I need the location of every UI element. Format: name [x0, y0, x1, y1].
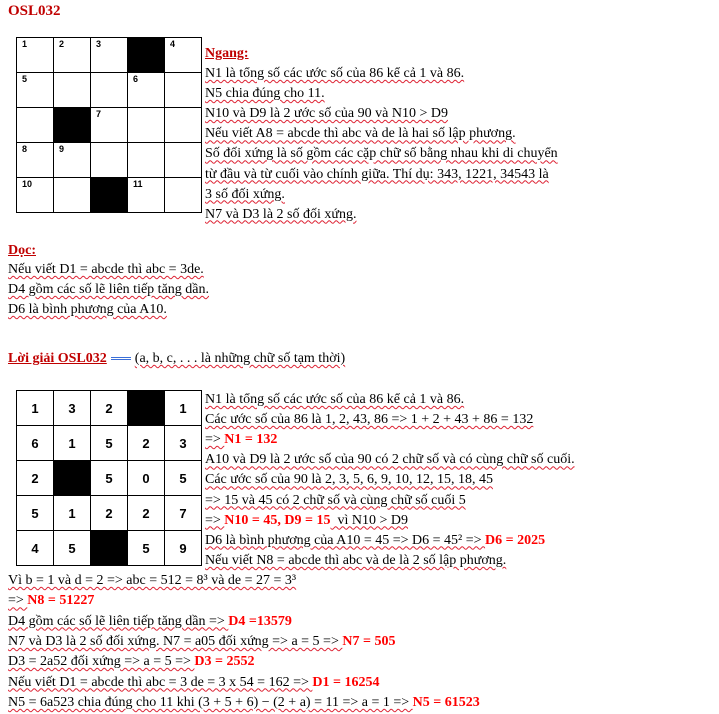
grid-cell: 2: [17, 461, 54, 496]
grid-cell-black: [54, 461, 91, 496]
clue-line: Số đối xứng là số gồm các cặp chữ số bằng nhau khi di chuyển: [205, 146, 558, 162]
grid-cell: [91, 108, 128, 143]
solution-note: (a, b, c, . . . là những chữ số tạm thời): [134, 351, 346, 366]
line-text: =>: [205, 432, 225, 448]
grid-cell: 5: [17, 496, 54, 531]
grid-cell: [128, 143, 165, 178]
grid-cell: 6: [17, 426, 54, 461]
grid-row: [17, 496, 202, 531]
grid-cell: [128, 178, 165, 213]
grid-cell: 5: [128, 531, 165, 566]
grid-cell: [165, 38, 202, 73]
line-text: Các ước số của 86 là 1, 2, 43, 86 => 1 + 2 + 43 + 86 = 132: [205, 412, 534, 428]
grid-cell: [165, 178, 202, 213]
grid-cell: [17, 143, 54, 178]
cell-number: [128, 38, 164, 39]
cell-number: 2: [59, 39, 65, 49]
cell-number: [91, 73, 127, 74]
cell-number: 9: [59, 144, 65, 154]
grid-cell: [165, 143, 202, 178]
grid-cell-black: [91, 531, 128, 566]
grid-cell: [54, 178, 91, 213]
solution-line: [205, 513, 408, 529]
cell-number: [54, 73, 90, 74]
answer-value: D3 = 2552: [194, 654, 255, 670]
cell-number: 7: [96, 109, 102, 119]
grid-cell: [91, 38, 128, 73]
cell-number: 10: [22, 179, 33, 189]
puzzle-grid: [16, 37, 202, 213]
grid-cell-black: [128, 391, 165, 426]
grid-cell: [128, 108, 165, 143]
grid-cell: [91, 143, 128, 178]
cell-number: 5: [22, 74, 28, 84]
solution-line: [8, 614, 292, 630]
solution-line: [8, 654, 254, 670]
grid-cell: 7: [165, 496, 202, 531]
line-text: Nếu viết D1 = abcde thì abc = 3 de = 3 x 54 = 162 =>: [8, 674, 313, 690]
clue-line: Nếu viết D1 = abcde thì abc = 3de.: [8, 262, 204, 277]
cell-number: 6: [133, 74, 139, 84]
answer-value: D6 = 2025: [485, 532, 546, 548]
line-text: Vì b = 1 và d = 2 => abc = 512 = 8³ và de = 27 = 3³: [8, 573, 297, 588]
grid-cell: 5: [54, 531, 91, 566]
grid-cell: [17, 178, 54, 213]
cell-number: [165, 73, 201, 74]
cell-number: [128, 108, 164, 109]
grid-cell: 0: [128, 461, 165, 496]
link-marker: [111, 357, 131, 360]
grid-cell: [91, 73, 128, 108]
solution-line: [205, 553, 506, 569]
grid-cell: 1: [54, 496, 91, 531]
answer-value: N10 = 45, D9 = 15: [224, 512, 331, 528]
grid-row: [17, 108, 202, 143]
across-heading: Ngang:: [205, 46, 249, 61]
grid-cell: 1: [17, 391, 54, 426]
grid-cell: 2: [128, 426, 165, 461]
cell-number: [54, 108, 90, 109]
grid-cell: 5: [91, 461, 128, 496]
answer-value: D4 =13579: [228, 613, 292, 629]
solution-line: [205, 533, 545, 549]
clue-line: N5 chia đúng cho 11.: [205, 86, 325, 102]
line-text: =>: [205, 512, 225, 528]
clue-line: N1 là tổng số các ước số của 86 kể cả 1 và 86.: [205, 66, 465, 81]
line-text: Nếu viết N8 = abcde thì abc và de là 2 số lập phương.: [205, 552, 507, 568]
grid-cell: [165, 73, 202, 108]
grid-cell: 3: [54, 391, 91, 426]
grid-cell: 1: [54, 426, 91, 461]
grid-cell-black: [128, 38, 165, 73]
answer-value: N8 = 51227: [27, 593, 95, 609]
grid-cell: 4: [17, 531, 54, 566]
solution-line: [205, 472, 493, 488]
solution-line: [8, 675, 379, 691]
grid-cell: [17, 38, 54, 73]
solution-line: [205, 392, 464, 408]
grid-row: [17, 391, 202, 426]
grid-row: [17, 73, 202, 108]
grid-cell-black: [91, 178, 128, 213]
cell-number: [91, 178, 127, 179]
solution-header: [8, 351, 345, 367]
line-text: D3 = 2a52 đối xứng => a = 5 =>: [8, 654, 195, 670]
grid-cell: [128, 73, 165, 108]
solution-line: [205, 493, 466, 509]
grid-cell: 2: [91, 391, 128, 426]
cell-number: 1: [22, 39, 28, 49]
grid-cell: 9: [165, 531, 202, 566]
cell-number: [165, 178, 201, 179]
clue-line: N10 và D9 là 2 ước số của 90 và N10 > D9: [205, 106, 448, 122]
cell-number: 11: [133, 179, 143, 189]
cell-number: [128, 143, 164, 144]
line-text: => 15 và 45 có 2 chữ số và cùng chữ số cuối 5: [205, 492, 466, 508]
cell-number: [54, 178, 90, 179]
grid-cell: [17, 73, 54, 108]
line-text: N1 là tổng số các ước số của 86 kể cả 1 và 86.: [205, 392, 465, 407]
grid-cell: [165, 108, 202, 143]
grid-cell: 3: [165, 426, 202, 461]
line-text: N5 = 6a523 chia đúng cho 11 khi (3 + 5 + 6) − (2 + a) = 11 => a = 1 =>: [8, 694, 413, 710]
solution-line: [205, 432, 277, 448]
clue-line: từ đầu và từ cuối vào chính giữa. Thí dụ: 343, 1221, 34543 là: [205, 166, 549, 182]
grid-cell: 5: [91, 426, 128, 461]
solution-line: [8, 634, 395, 650]
clue-line: N7 và D3 là 2 số đối xứng.: [205, 206, 357, 222]
solution-line: [205, 412, 533, 428]
grid-row: [17, 461, 202, 496]
cell-number: 8: [22, 144, 28, 154]
grid-cell: [17, 108, 54, 143]
grid-cell: 1: [165, 391, 202, 426]
grid-row: [17, 426, 202, 461]
line-text: Các ước số của 90 là 2, 3, 5, 6, 9, 10, 12, 15, 18, 45: [205, 472, 493, 488]
cell-number: [165, 143, 201, 144]
clue-line: D6 là bình phương của A10.: [8, 302, 167, 317]
line-text: N7 và D3 là 2 số đối xứng. N7 = a05 đối xứng => a = 5 =>: [8, 633, 343, 649]
solution-line: [205, 452, 575, 468]
line-text: A10 và D9 là 2 ước số của 90 có 2 chữ số và có cùng chữ số cuối.: [205, 452, 575, 468]
solution-line: [8, 695, 480, 711]
clue-line: Nếu viết A8 = abcde thì abc và de là hai số lập phương.: [205, 126, 516, 142]
grid-cell: [54, 143, 91, 178]
answer-value: N7 = 505: [342, 633, 396, 649]
grid-cell-black: [54, 108, 91, 143]
down-heading: Dọc:: [8, 243, 36, 258]
grid-cell: 5: [165, 461, 202, 496]
answer-value: N5 = 61523: [412, 694, 480, 710]
grid-row: [17, 178, 202, 213]
cell-number: [91, 143, 127, 144]
line-text: D4 gồm các số lẽ liên tiếp tăng dần =>: [8, 613, 229, 629]
answer-value: N1 = 132: [224, 432, 278, 448]
line-text: D6 là bình phương của A10 = 45 => D6 = 45² =>: [205, 532, 486, 548]
grid-row: [17, 531, 202, 566]
cell-number: [17, 108, 53, 109]
grid-row: [17, 143, 202, 178]
solution-line: [8, 573, 296, 589]
clue-line: D4 gồm các số lẽ liên tiếp tăng dần.: [8, 282, 209, 297]
grid-cell: 2: [128, 496, 165, 531]
cell-number: 3: [96, 39, 102, 49]
cell-number: 4: [170, 39, 176, 49]
grid-cell: 2: [91, 496, 128, 531]
grid-cell: [54, 38, 91, 73]
solution-heading: Lời giải OSL032: [8, 351, 107, 366]
page-title: OSL032: [8, 3, 61, 19]
grid-row: [17, 38, 202, 73]
answer-value: D1 = 16254: [312, 674, 380, 690]
solution-grid: [16, 390, 202, 566]
clue-line: 3 số đối xứng.: [205, 186, 285, 202]
grid-cell: [54, 73, 91, 108]
solution-line: [8, 593, 94, 609]
line-text: =>: [8, 593, 28, 609]
line-suffix: vì N10 > D9: [330, 512, 408, 528]
cell-number: [165, 108, 201, 109]
